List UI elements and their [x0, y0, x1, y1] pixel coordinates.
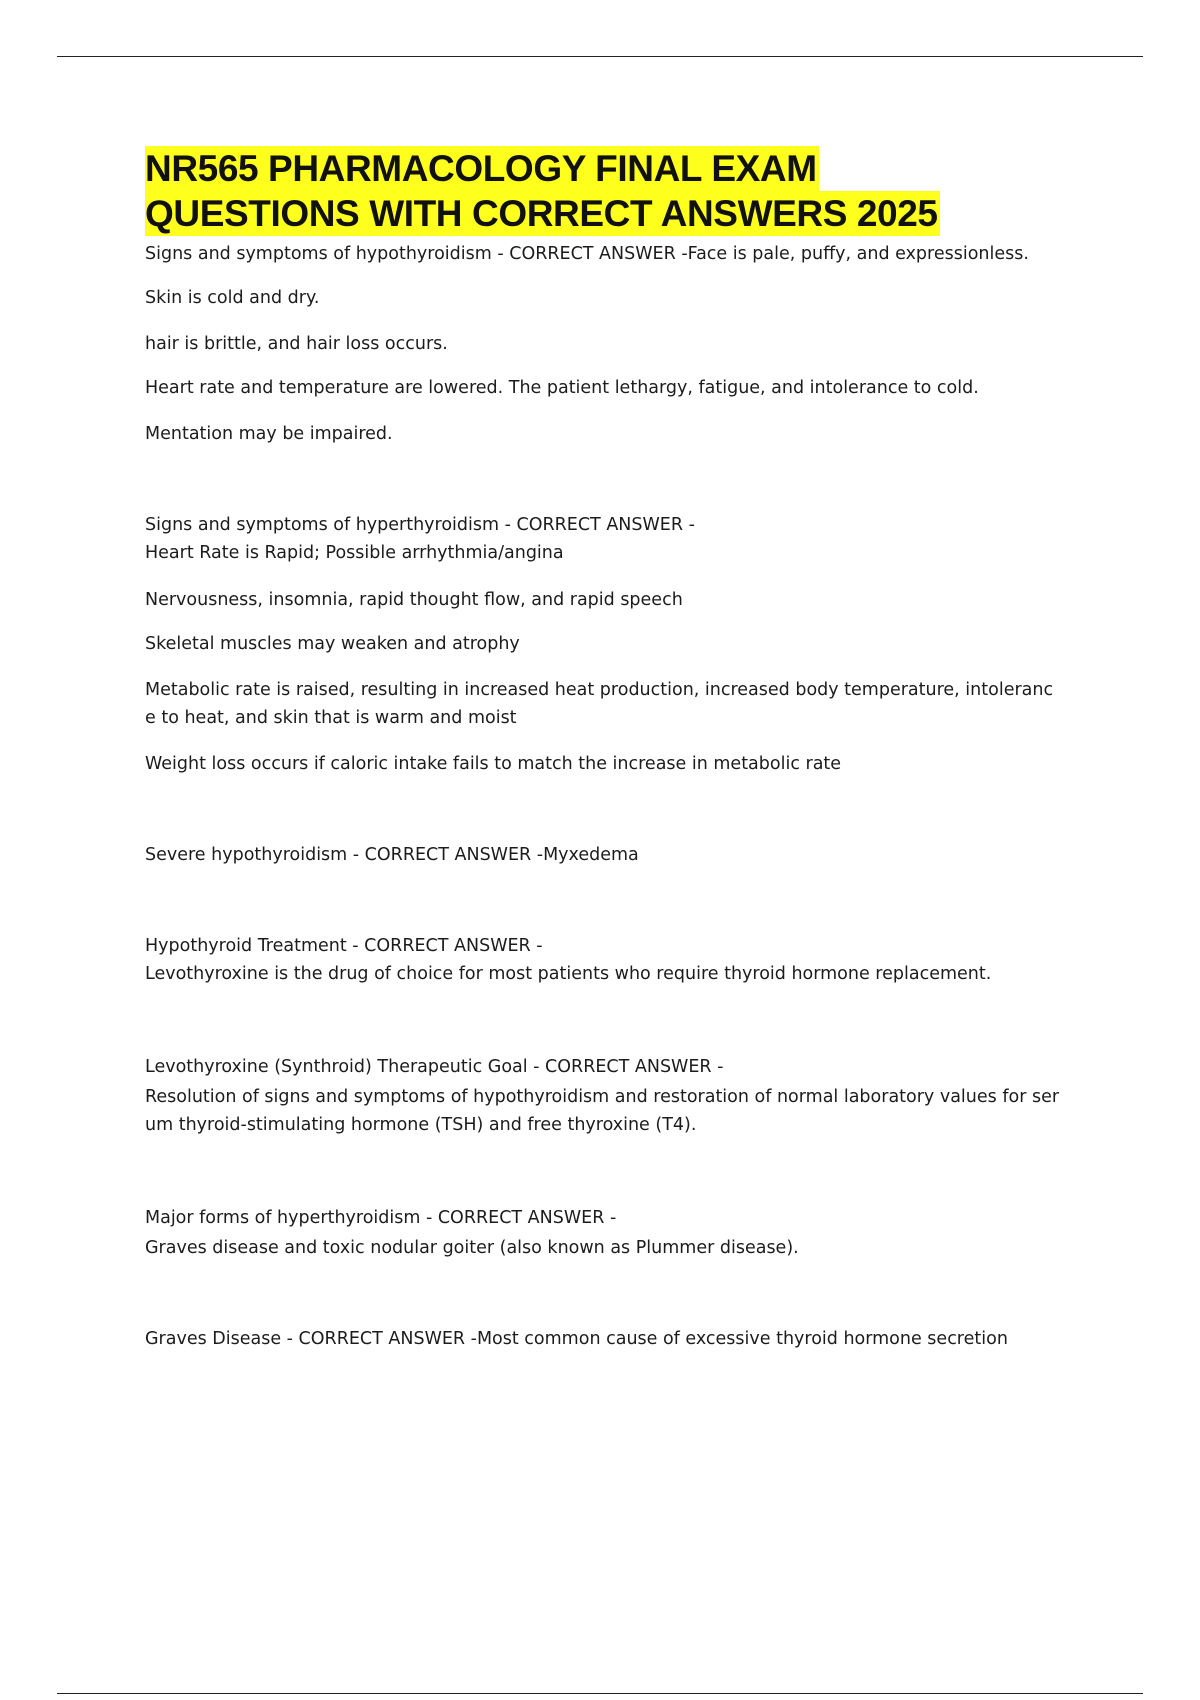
qa-graves-disease: Graves Disease - CORRECT ANSWER -Most common cause of excessive thyroid hormone secretion: [145, 1329, 1008, 1349]
answer-line: Levothyroxine is the drug of choice for most patients who require thyroid hormone replacement.: [145, 964, 992, 984]
title-line: NR565 PHARMACOLOGY FINAL EXAM: [145, 148, 817, 189]
qa-severe-hypothyroidism: Severe hypothyroidism - CORRECT ANSWER -Myxedema: [145, 845, 639, 865]
qa-hypothyroid-treatment: Hypothyroid Treatment - CORRECT ANSWER -: [145, 936, 543, 956]
answer-line: Skeletal muscles may weaken and atrophy: [145, 634, 520, 654]
answer-line: Resolution of signs and symptoms of hypothyroidism and restoration of normal laboratory values for ser: [145, 1087, 1060, 1107]
answer-line: Mentation may be impaired.: [145, 424, 393, 444]
answer-line: Skin is cold and dry.: [145, 288, 320, 308]
qa-hyperthyroid-symptoms: Signs and symptoms of hyperthyroidism - CORRECT ANSWER -: [145, 515, 695, 535]
answer-line: Heart rate and temperature are lowered. The patient lethargy, fatigue, and intolerance to cold.: [145, 378, 979, 398]
answer-line: um thyroid-stimulating hormone (TSH) and free thyroxine (T4).: [145, 1115, 697, 1135]
document-body: [145, 146, 1105, 1349]
document-title: [145, 146, 1105, 236]
answer-line: Heart Rate is Rapid; Possible arrhythmia/angina: [145, 543, 564, 563]
answer-line: Nervousness, insomnia, rapid thought flow, and rapid speech: [145, 590, 683, 610]
answer-line: Graves disease and toxic nodular goiter (also known as Plummer disease).: [145, 1238, 799, 1258]
answer-line: e to heat, and skin that is warm and moist: [145, 708, 517, 728]
qa-hyperthyroidism-forms: Major forms of hyperthyroidism - CORRECT ANSWER -: [145, 1208, 617, 1228]
qa-levothyroxine-goal: Levothyroxine (Synthroid) Therapeutic Goal - CORRECT ANSWER -: [145, 1057, 724, 1077]
answer-line: Metabolic rate is raised, resulting in increased heat production, increased body temperature, intoleranc: [145, 680, 1054, 700]
answer-line: Weight loss occurs if caloric intake fails to match the increase in metabolic rate: [145, 754, 842, 774]
bottom-rule: [57, 1693, 1143, 1694]
title-line: QUESTIONS WITH CORRECT ANSWERS 2025: [145, 193, 938, 234]
answer-line: hair is brittle, and hair loss occurs.: [145, 334, 448, 354]
qa-hypothyroid-symptoms: Signs and symptoms of hypothyroidism - CORRECT ANSWER -Face is pale, puffy, and expressionless.: [145, 244, 1029, 264]
top-rule: [57, 56, 1143, 57]
